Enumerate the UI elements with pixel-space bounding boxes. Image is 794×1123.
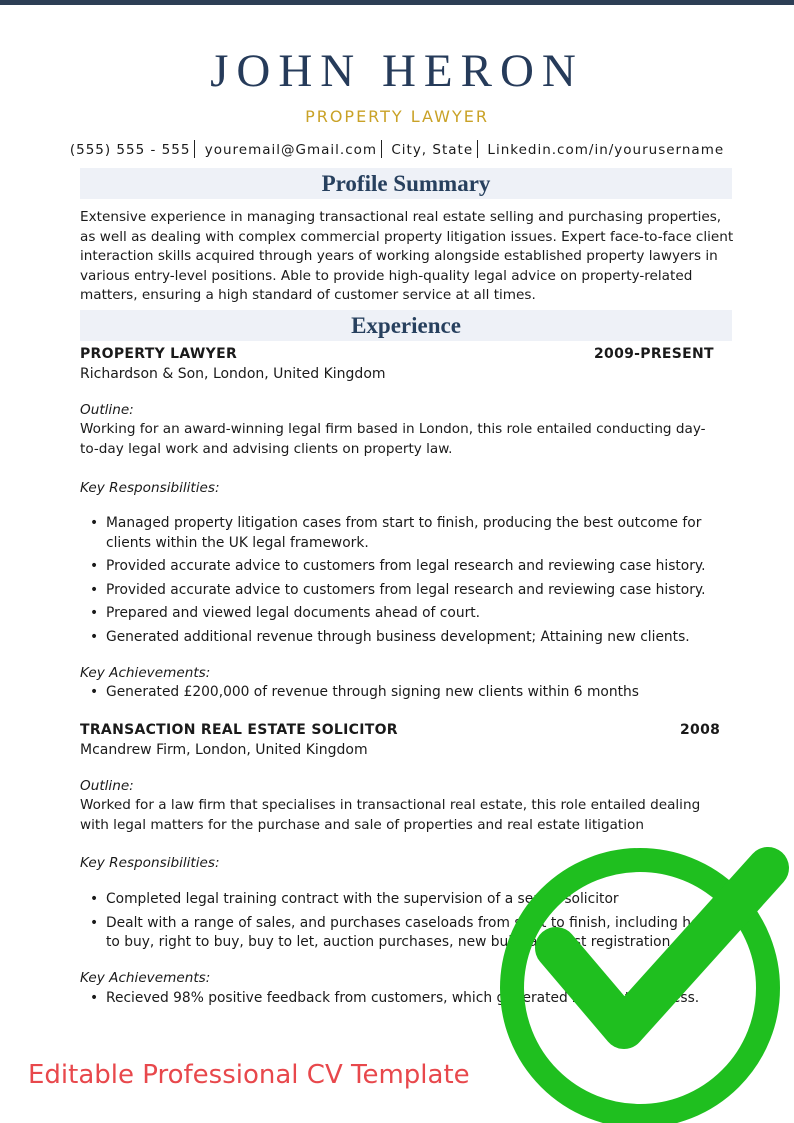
contact-divider: [381, 140, 382, 158]
contact-location: City, State: [391, 142, 474, 158]
contact-divider: [194, 140, 195, 158]
responsibilities-label: Key Responsibilities:: [80, 480, 220, 496]
top-border: [0, 0, 794, 5]
list-item: • Generated £200,000 of revenue through signing new clients within 6 months: [88, 683, 728, 703]
contact-divider: [477, 140, 478, 158]
job-title: PROPERTY LAWYER: [80, 346, 238, 362]
list-item: • Provided accurate advice to customers from legal research and reviewing case history.: [88, 557, 728, 577]
contact-phone: (555) 555 - 555: [69, 142, 191, 158]
responsibilities-label: Key Responsibilities:: [80, 855, 220, 871]
contact-line: [0, 140, 794, 158]
check-tick: [556, 868, 768, 1028]
list-item: • Managed property litigation cases from start to finish, producing the best outcome for clients within the UK legal framework.: [88, 514, 728, 553]
list-item: • Recieved 98% positive feedback from customers, which generated £ repeat business.: [88, 989, 728, 1009]
section-heading-profile: Profile Summary: [80, 168, 732, 199]
job-dates: 2008: [680, 722, 721, 738]
check-mark-icon: [472, 828, 794, 1123]
job-outline: Worked for a law firm that specialises in transactional real estate, this role entailed dealing with legal matters for the purchase and sale of properties and real estate litigation: [80, 797, 701, 833]
list-item: • Prepared and viewed legal documents ahead of court.: [88, 604, 728, 624]
list-item: • Provided accurate advice to customers from legal research and reviewing case history.: [88, 581, 728, 601]
achievements-label: Key Achievements:: [80, 665, 211, 681]
job-dates: 2009-PRESENT: [594, 346, 714, 362]
footer-caption: Editable Professional CV Template: [28, 1060, 470, 1090]
candidate-name: JOHN HERON: [210, 45, 584, 97]
list-item: • Generated additional revenue through business development; Attaining new clients.: [88, 628, 728, 648]
job-title: TRANSACTION REAL ESTATE SOLICITOR: [80, 722, 398, 738]
candidate-role: PROPERTY LAWYER: [305, 107, 489, 126]
job-company: Richardson & Son, London, United Kingdom: [80, 366, 386, 382]
contact-linkedin: Linkedin.com/in/yourusername: [487, 142, 725, 158]
profile-summary-text: Extensive experience in managing transactional real estate selling and purchasing properties, as well as dealing with complex commercial property litigation issues. Expert face-to-face client interaction skills acquired through years of working alongside established property lawyers in various entry-level positions. Able to provide high-quality legal advice on property-related matters, ensuring a high standard of customer service at all times.: [80, 209, 734, 304]
achievements-list: [88, 683, 728, 707]
list-item: • Dealt with a range of sales, and purchases caseloads from start to finish, including help to buy, right to buy, buy to let, auction purchases, new build and first registration of: [88, 914, 728, 953]
job-outline: Working for an award-winning legal firm based in London, this role entailed conducting day-to-day legal work and advising clients on property law.: [80, 421, 706, 457]
achievements-label: Key Achievements:: [80, 970, 211, 986]
outline-label: Outline:: [80, 778, 134, 794]
section-heading-experience: Experience: [80, 310, 732, 341]
contact-email: youremail@Gmail.com: [204, 142, 378, 158]
responsibilities-list: [88, 514, 728, 652]
outline-label: Outline:: [80, 402, 134, 418]
job-company: Mcandrew Firm, London, United Kingdom: [80, 742, 368, 758]
list-item: • Completed legal training contract with the supervision of a senior solicitor: [88, 890, 728, 910]
